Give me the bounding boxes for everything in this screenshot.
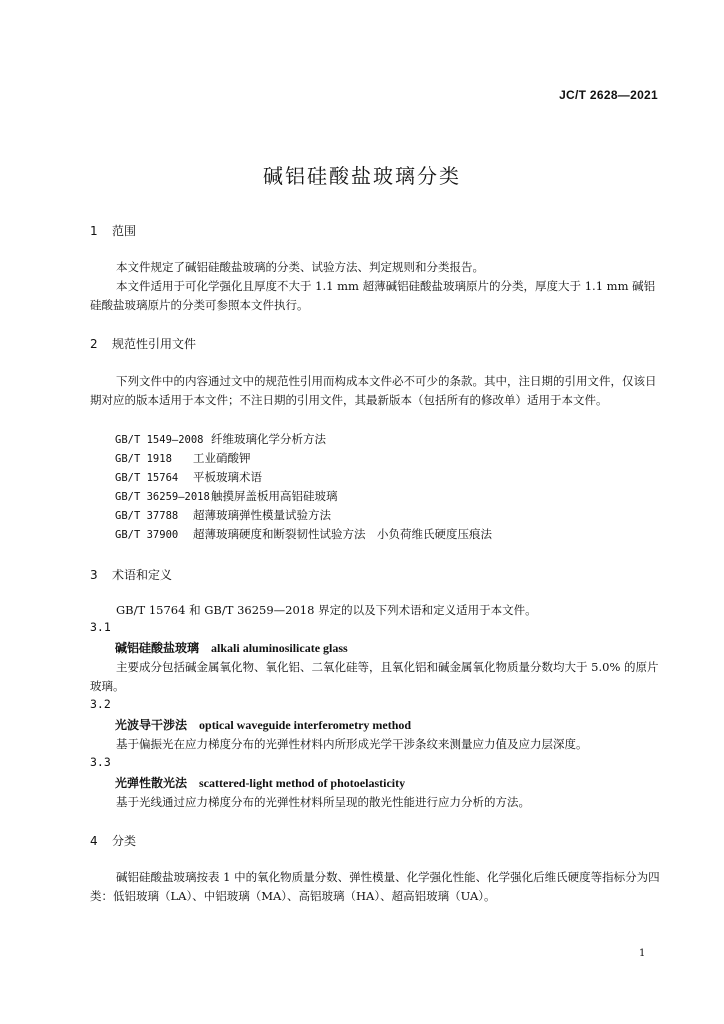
section-heading-1 [90, 222, 136, 239]
section-title: 分类 [112, 834, 137, 848]
reference-name: 超薄玻璃硬度和断裂韧性试验方法 小负荷维氏硬度压痕法 [193, 527, 492, 541]
term-zh: 碱铝硅酸盐玻璃 [115, 641, 200, 655]
document-title: 碱铝硅酸盐玻璃分类 [263, 164, 461, 188]
terms-intro [90, 601, 660, 620]
classification-paragraph [90, 868, 660, 906]
reference-code: GB/T 1918 [115, 453, 172, 465]
paragraph-text: 基于光线通过应力梯度分布的光弹性材料所呈现的散光性能进行应力分析的方法。 [116, 795, 530, 809]
reference-item [115, 469, 262, 485]
term-definition [90, 658, 660, 696]
reference-name: 纤维玻璃化学分析方法 [211, 432, 326, 446]
paragraph-text: 碱铝硅酸盐玻璃按表 1 中的氧化物质量分数、弹性模量、化学强化性能、化学强化后维氏硬度等指标分为四类：低铝玻璃（LA）、中铝玻璃（MA）、高铝玻璃（HA）、超高铝玻璃（UA）。 [90, 870, 660, 903]
reference-code: GB/T 15764 [115, 472, 179, 484]
section-heading-4 [90, 832, 136, 849]
term-zh: 光波导干涉法 [115, 718, 188, 732]
scope-paragraph-1 [90, 258, 660, 277]
term-zh: 光弹性散光法 [115, 776, 188, 790]
section-title: 范围 [112, 224, 137, 238]
reference-item [115, 450, 251, 466]
reference-item [115, 507, 331, 523]
reference-code: GB/T 37788 [115, 510, 179, 522]
term-en: optical waveguide interferometry method [199, 718, 412, 732]
scope-paragraph-2 [90, 277, 660, 315]
term-entry [115, 774, 405, 791]
standard-code: JC/T 2628—2021 [559, 88, 658, 102]
clause-number: 3.3 [90, 755, 111, 769]
clause-number: 3.2 [90, 697, 111, 711]
term-entry [115, 639, 348, 656]
reference-code: GB/T 37900 [115, 529, 179, 541]
term-definition [90, 793, 660, 812]
term-en: alkali aluminosilicate glass [211, 641, 348, 655]
section-number: 1 [90, 224, 98, 238]
paragraph-text: 主要成分包括碱金属氧化物、氧化铝、二氧化硅等，且氧化铝和碱金属氧化物质量分数均大于 5.0% 的原片玻璃。 [90, 660, 659, 693]
section-number: 2 [90, 337, 98, 351]
reference-name: 工业硝酸钾 [193, 451, 251, 465]
reference-item [115, 431, 326, 447]
term-en: scattered-light method of photoelasticity [199, 776, 406, 790]
normative-intro [90, 372, 660, 410]
reference-code: GB/T 36259—2018 [115, 491, 210, 503]
reference-name: 超薄玻璃弹性模量试验方法 [193, 508, 331, 522]
clause-number: 3.1 [90, 620, 111, 634]
paragraph-text: GB/T 15764 和 GB/T 36259—2018 界定的以及下列术语和定义适用于本文件。 [116, 603, 537, 617]
reference-code: GB/T 1549—2008 [115, 434, 204, 446]
term-definition [90, 735, 660, 754]
paragraph-text: 基于偏振光在应力梯度分布的光弹性材料内所形成光学干涉条纹来测量应力值及应力层深度。 [116, 737, 588, 751]
section-number: 4 [90, 834, 98, 848]
reference-name: 平板玻璃术语 [193, 470, 262, 484]
page-number: 1 [639, 948, 646, 959]
reference-item [115, 488, 338, 504]
paragraph-text: 本文件规定了碱铝硅酸盐玻璃的分类、试验方法、判定规则和分类报告。 [116, 260, 484, 274]
section-title: 规范性引用文件 [112, 337, 197, 351]
reference-name: 触摸屏盖板用高铝硅玻璃 [211, 489, 338, 503]
term-entry [115, 716, 411, 733]
paragraph-text: 下列文件中的内容通过文中的规范性引用而构成本文件必不可少的条款。其中，注日期的引用文件，仅该日期对应的版本适用于本文件；不注日期的引用文件，其最新版本（包括所有的修改单）适用于本文件。 [90, 374, 657, 407]
reference-item [115, 526, 492, 542]
paragraph-text: 本文件适用于可化学强化且厚度不大于 1.1 mm 超薄碱铝硅酸盐玻璃原片的分类，厚度大于 1.1 mm 碱铝硅酸盐玻璃原片的分类可参照本文件执行。 [90, 279, 656, 312]
section-number: 3 [90, 568, 98, 582]
section-heading-2 [90, 335, 196, 352]
section-title: 术语和定义 [112, 568, 173, 582]
section-heading-3 [90, 566, 172, 583]
